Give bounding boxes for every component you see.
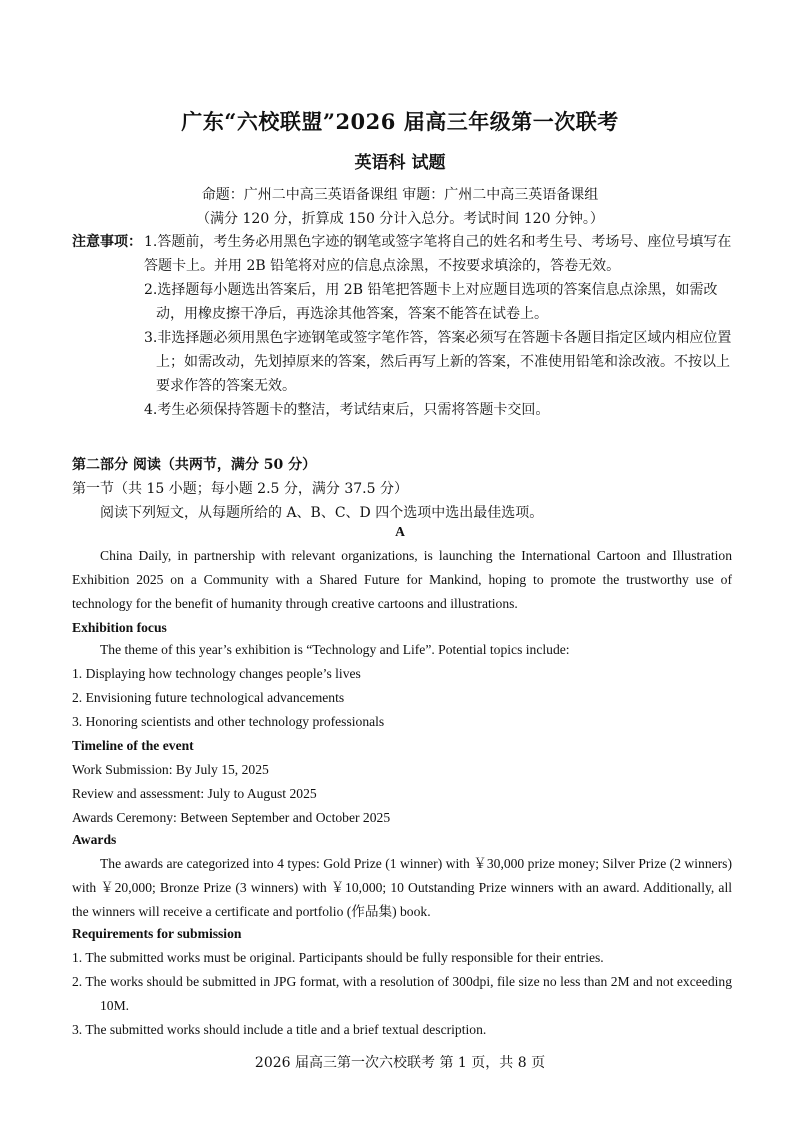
subsection-title: 第一节（共 15 小题；每小题 2.5 分，满分 37.5 分）: [72, 481, 408, 497]
passage-intro: China Daily, in partnership with relevant organizations, is launching the International Cartoon and Illustration Exhibition 2025 on a Community with a Shared Future for Mankind, hoping to promote the trustworthy use of technology for the benefit of humanity through creative cartoons and illustrations.: [72, 548, 732, 611]
note-item: 3.非选择题必须用黑色字迹钢笔或签字笔作答，答案必须写在答题卡各题目指定区域内相应位置上；如需改动，先划掉原来的答案，然后再写上新的答案，不准使用铅笔和涂改液。不按以上要求作答的答案无效。: [144, 330, 732, 394]
notes-label: 注意事项：: [72, 234, 142, 250]
focus-text: The theme of this year’s exhibition is “Technology and Life”. Potential topics include:: [100, 642, 570, 657]
exam-notes: [72, 230, 732, 422]
section-instruction: 阅读下列短文，从每题所给的 A、B、C、D 四个选项中选出最佳选项。: [100, 505, 544, 521]
note-item: 2.选择题每小题选出答案后，用 2B 铅笔把答题卡上对应题目选项的答案信息点涂黑，如需改动，用橡皮擦干净后，再选涂其他答案，答案不能答在试卷上。: [144, 282, 718, 322]
exam-authors: 命题：广州二中高三英语备课组 审题：广州二中高三英语备课组: [201, 187, 599, 203]
note-text: 1.答题前，考生务必用黑色字迹的钢笔或签字笔将自己的姓名和考生号、考场号、座位号填写在答题卡上。并用 2B 铅笔将对应的信息点涂黑，不按要求填涂的，答卷无效。: [144, 234, 732, 274]
timeline-item: Work Submission: By July 15, 2025: [72, 762, 269, 777]
passage-label: A: [395, 524, 405, 539]
note-item: [72, 230, 732, 278]
focus-item: 1. Displaying how technology changes people’s lives: [72, 666, 361, 681]
timeline-heading: Timeline of the event: [72, 738, 194, 753]
focus-heading: Exhibition focus: [72, 620, 167, 635]
timeline-item: Review and assessment: July to August 2025: [72, 786, 317, 801]
focus-item: 3. Honoring scientists and other technology professionals: [72, 714, 385, 729]
note-item: 4.考生必须保持答题卡的整洁，考试结束后，只需将答题卡交回。: [144, 402, 550, 418]
requirement-item: 1. The submitted works must be original. Participants should be fully responsible for their entries.: [72, 950, 604, 965]
awards-heading: Awards: [72, 832, 117, 847]
requirement-item: 2. The works should be submitted in JPG format, with a resolution of 300dpi, file size no less than 2M and not exceeding 10M.: [72, 974, 732, 1013]
exam-subtitle: 英语科 试题: [354, 153, 446, 173]
exam-score-info: （满分 120 分，折算成 150 分计入总分。考试时间 120 分钟。）: [196, 211, 604, 227]
part-title: 第二部分 阅读（共两节，满分 50 分）: [72, 457, 317, 473]
exam-title: 广东“六校联盟”2026 届高三年级第一次联考: [181, 109, 619, 134]
requirements-heading: Requirements for submission: [72, 926, 242, 941]
timeline-item: Awards Ceremony: Between September and October 2025: [72, 810, 391, 825]
page-footer: 2026 届高三第一次六校联考 第 1 页，共 8 页: [254, 1055, 546, 1071]
focus-item: 2. Envisioning future technological advancements: [72, 690, 345, 705]
awards-text: The awards are categorized into 4 types: Gold Prize (1 winner) with ￥30,000 prize money; Silver Prize (2 winners) with ￥20,000; Bronze Prize (3 winners) with ￥10,000; 10 Outstanding Prize winners with an award. Additionally, all the winners will receive a certificate and portfolio (作品集) book.: [72, 856, 732, 919]
requirement-item: 3. The submitted works should include a title and a brief textual description.: [72, 1022, 487, 1037]
